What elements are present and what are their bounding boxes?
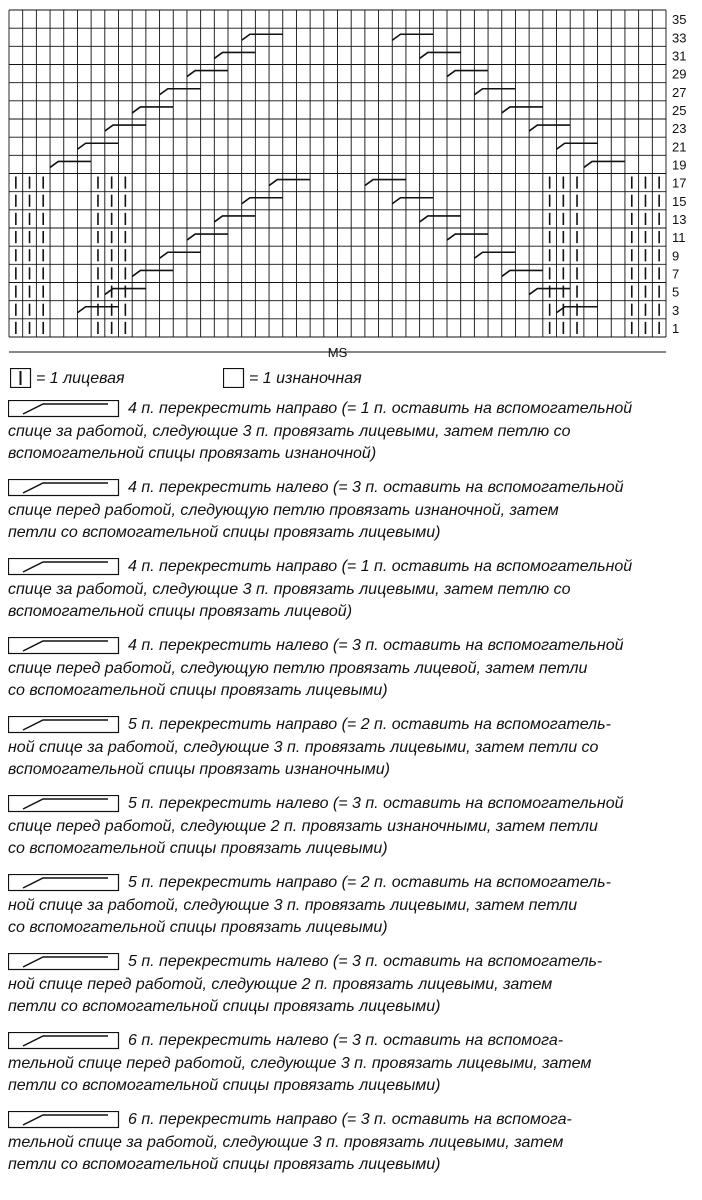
cable-description-line: спице перед работой, следующие 2 п. провязать изнаночными, затем петли xyxy=(8,817,598,835)
cable-description-line: петли со вспомогательной спицы провязать лицевыми) xyxy=(8,1077,441,1094)
cable-description-line: 4 п. перекрестить направо (= 1 п. оставить на вспомогательной xyxy=(128,558,633,575)
row-number: 23 xyxy=(672,121,687,137)
cable-description-line: 5 п. перекрестить направо (= 2 п. оставить на вспомогатель- xyxy=(128,874,611,891)
cable-description-line: ной спице за работой, следующие 3 п. провязать лицевыми, затем петли xyxy=(8,896,578,914)
row-number: 35 xyxy=(672,12,687,28)
row-number: 15 xyxy=(672,193,687,209)
cable-description xyxy=(8,872,688,940)
cable-description-line: петли со вспомогательной спицы провязать лицевыми) xyxy=(8,524,441,541)
cable-description-line: 4 п. перекрестить налево (= 3 п. оставить на вспомогательной xyxy=(128,479,624,496)
cable-description-line: спице перед работой, следующую петлю провязать изнаночной, затем xyxy=(8,501,559,519)
cable-description-line: со вспомогательной спицы провязать лицевыми) xyxy=(8,919,388,936)
cable-description xyxy=(8,635,688,703)
cable-description-line: 4 п. перекрестить налево (= 3 п. оставить на вспомогательной xyxy=(128,637,624,654)
row-number: 3 xyxy=(672,302,680,318)
row-number: 25 xyxy=(672,102,687,118)
cable-description-line: вспомогательной спицы провязать изнаночными) xyxy=(8,761,390,778)
cable-description-line: 4 п. перекрестить направо (= 1 п. оставить на вспомогательной xyxy=(128,400,633,417)
row-number: 11 xyxy=(672,230,686,246)
row-number: 31 xyxy=(672,48,687,64)
row-number: 13 xyxy=(672,211,687,227)
knit-stitch-label: = 1 лицевая xyxy=(36,370,125,387)
cable-description-line: 5 п. перекрестить направо (= 2 п. оставить на вспомогатель- xyxy=(128,716,611,733)
cable-description xyxy=(8,477,688,545)
purl-stitch-label: = 1 изнаночная xyxy=(249,370,362,387)
cable-description-line: со вспомогательной спицы провязать лицевыми) xyxy=(8,682,388,699)
cable-description-line: ной спице за работой, следующие 3 п. провязать лицевыми, затем петли со xyxy=(8,738,599,756)
cable-description xyxy=(8,793,688,861)
cable-description xyxy=(8,398,688,466)
row-number: 19 xyxy=(672,157,687,173)
row-number: 29 xyxy=(672,66,687,82)
cable-description-line: спице перед работой, следующую петлю провязать лицевой, затем петли xyxy=(8,659,588,677)
cable-description-line: ной спице перед работой, следующие 2 п. провязать лицевыми, затем xyxy=(8,975,553,993)
ms-marker xyxy=(9,345,666,360)
row-number: 5 xyxy=(672,284,680,300)
cable-description xyxy=(8,556,688,624)
row-numbers xyxy=(672,12,686,336)
legend-basic xyxy=(8,368,688,390)
cable-description-line: вспомогательной спицы провязать изнаночной) xyxy=(8,445,377,462)
cable-description-line: со вспомогательной спицы провязать лицевыми) xyxy=(8,840,388,857)
cable-description-line: спице за работой, следующие 3 п. провязать лицевыми, затем петлю со xyxy=(8,580,571,598)
knit-stitch-icon xyxy=(10,368,32,388)
row-number: 17 xyxy=(672,175,687,191)
purl-stitch-icon xyxy=(223,368,245,388)
row-number: 33 xyxy=(672,30,687,46)
row-number: 27 xyxy=(672,84,687,100)
cable-description-line: вспомогательной спицы провязать лицевой) xyxy=(8,603,353,620)
cable-description-line: 5 п. перекрестить налево (= 3 п. оставить на вспомогательной xyxy=(128,795,624,812)
cable-description-line: спице за работой, следующие 3 п. провязать лицевыми, затем петлю со xyxy=(8,422,571,440)
cable-description-line: тельной спице за работой, следующие 3 п. провязать лицевыми, затем xyxy=(8,1133,564,1151)
cable-description xyxy=(8,714,688,782)
row-number: 9 xyxy=(672,248,680,264)
cable-description xyxy=(8,951,688,1019)
cable-description xyxy=(8,1030,688,1098)
cable-description xyxy=(8,1109,688,1177)
cable-description-line: 6 п. перекрестить налево (= 3 п. оставить на вспомога- xyxy=(128,1032,564,1049)
row-number: 21 xyxy=(672,139,687,155)
ms-label: MS xyxy=(327,345,348,360)
knitting-chart xyxy=(0,0,702,362)
row-number: 1 xyxy=(672,320,680,336)
cable-description-line: 5 п. перекрестить налево (= 3 п. оставить на вспомогатель- xyxy=(128,953,603,970)
cable-description-line: петли со вспомогательной спицы провязать лицевыми) xyxy=(8,1156,441,1173)
cable-description-line: тельной спице перед работой, следующие 3 п. провязать лицевыми, затем xyxy=(8,1054,592,1072)
cable-description-line: петли со вспомогательной спицы провязать лицевыми) xyxy=(8,998,441,1015)
row-number: 7 xyxy=(672,266,680,282)
chart-grid xyxy=(0,0,702,362)
cable-description-line: 6 п. перекрестить направо (= 3 п. оставить на вспомога- xyxy=(128,1111,572,1128)
